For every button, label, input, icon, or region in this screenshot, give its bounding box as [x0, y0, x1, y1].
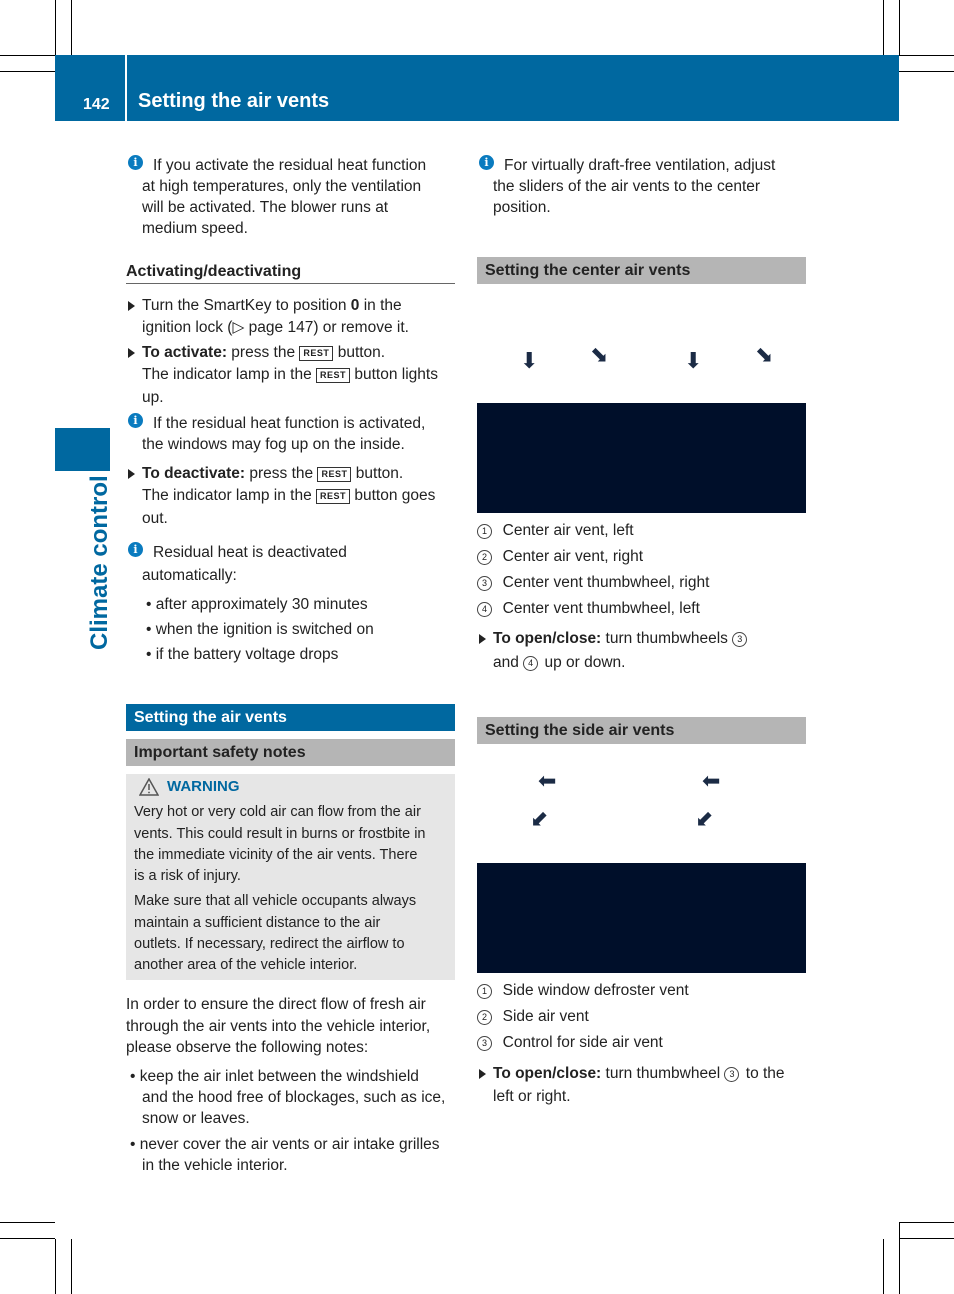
- step-text: out.: [142, 510, 168, 527]
- arrow-left-icon: ⬅: [702, 768, 721, 793]
- info-text: medium speed.: [142, 220, 248, 237]
- rest-button-icon: REST: [317, 467, 351, 482]
- arrow-down-left-icon: ⬋: [695, 806, 714, 831]
- step-text: The indicator lamp in the REST button goes: [142, 487, 436, 504]
- warning-text: outlets. If necessary, redirect the airflow to: [134, 936, 405, 952]
- crop-mark: [899, 55, 954, 56]
- arrow-left-icon: ⬅: [538, 768, 557, 793]
- step-arrow-icon: [479, 1069, 486, 1079]
- header-divider: [125, 55, 127, 121]
- warning-triangle-icon: [139, 778, 159, 796]
- list-item: • keep the air inlet between the windshield: [130, 1068, 419, 1085]
- warning-title: WARNING: [167, 778, 240, 795]
- list-item: in the vehicle interior.: [142, 1157, 288, 1174]
- step-arrow-icon: [128, 469, 135, 479]
- info-text: the windows may fog up on the inside.: [142, 436, 405, 453]
- section-subheading: Setting the side air vents: [477, 717, 806, 744]
- crop-mark: [883, 0, 884, 55]
- section-heading: Setting the air vents: [126, 704, 455, 731]
- step-arrow-icon: [128, 301, 135, 311]
- warning-text: another area of the vehicle interior.: [134, 957, 358, 973]
- warning-text: the immediate vicinity of the air vents. There: [134, 847, 418, 863]
- rest-button-icon: REST: [299, 346, 333, 361]
- step-text: left or right.: [493, 1088, 571, 1105]
- step-text: up.: [142, 389, 164, 406]
- arrow-down-right-icon: ⬊: [755, 342, 774, 367]
- legend-item: 4 Center vent thumbwheel, left: [477, 598, 700, 620]
- section-subheading: Setting the center air vents: [477, 257, 806, 284]
- crop-mark: [0, 1238, 55, 1239]
- side-vents-image: [477, 863, 806, 973]
- step-text: To activate: press the REST button.: [142, 344, 386, 361]
- paragraph: In order to ensure the direct flow of fresh air: [126, 996, 426, 1013]
- step-text: The indicator lamp in the REST button lights: [142, 366, 438, 383]
- info-text: If you activate the residual heat function: [153, 157, 427, 174]
- legend-item: 3 Control for side air vent: [477, 1032, 663, 1054]
- warning-text: Make sure that all vehicle occupants always: [134, 893, 417, 909]
- arrow-down-right-icon: ⬊: [590, 342, 609, 367]
- legend-item: 1 Center air vent, left: [477, 520, 634, 542]
- crop-mark: [899, 0, 900, 55]
- info-text: If the residual heat function is activated,: [153, 415, 426, 432]
- chapter-tab: [55, 428, 110, 471]
- page-number: 142: [83, 96, 110, 113]
- crop-mark: [899, 1222, 954, 1223]
- crop-mark: [899, 1238, 954, 1239]
- step-arrow-icon: [128, 348, 135, 358]
- legend-item: 1 Side window defroster vent: [477, 980, 689, 1002]
- legend-item: 2 Side air vent: [477, 1006, 589, 1028]
- section-subheading: Important safety notes: [126, 739, 455, 766]
- step-text: To open/close: turn thumbwheels 3: [493, 628, 749, 650]
- crop-mark: [0, 55, 55, 56]
- arrow-down-icon: ⬇: [520, 348, 539, 373]
- warning-text: vents. This could result in burns or frostbite in: [134, 826, 426, 842]
- center-vents-image: [477, 403, 806, 513]
- crop-mark: [899, 1222, 900, 1294]
- list-item: • if the battery voltage drops: [146, 646, 339, 663]
- info-icon: i: [479, 155, 494, 170]
- step-text: Turn the SmartKey to position 0 in the: [142, 297, 402, 314]
- list-item: • when the ignition is switched on: [146, 621, 374, 638]
- paragraph: through the air vents into the vehicle interior,: [126, 1018, 431, 1035]
- warning-text: Very hot or very cold air can flow from the air: [134, 804, 421, 820]
- crop-mark: [71, 1239, 72, 1294]
- crop-mark: [71, 0, 72, 55]
- legend-item: 3 Center vent thumbwheel, right: [477, 572, 709, 594]
- info-text: position.: [493, 199, 551, 216]
- page-title: Setting the air vents: [138, 90, 330, 112]
- info-text: For virtually draft-free ventilation, adjust: [504, 157, 776, 174]
- arrow-down-left-icon: ⬋: [530, 806, 549, 831]
- info-text: will be activated. The blower runs at: [142, 199, 389, 216]
- info-text: automatically:: [142, 567, 237, 584]
- info-icon: i: [128, 542, 143, 557]
- info-text: Residual heat is deactivated: [153, 544, 347, 561]
- crop-mark: [883, 1239, 884, 1294]
- crop-mark: [0, 71, 55, 72]
- info-icon: i: [128, 413, 143, 428]
- warning-text: maintain a sufficient distance to the air: [134, 915, 381, 931]
- list-item: and the hood free of blockages, such as ice,: [142, 1089, 446, 1106]
- crop-mark: [0, 1222, 55, 1223]
- info-text: the sliders of the air vents to the center: [493, 178, 761, 195]
- step-arrow-icon: [479, 634, 486, 644]
- rest-button-icon: REST: [316, 368, 350, 383]
- crop-mark: [899, 71, 954, 72]
- chapter-label: Climate control: [86, 475, 113, 650]
- list-item: • never cover the air vents or air intake grilles: [130, 1136, 440, 1153]
- step-text: To deactivate: press the REST button.: [142, 465, 404, 482]
- rest-button-icon: REST: [316, 489, 350, 504]
- list-item: snow or leaves.: [142, 1110, 250, 1127]
- legend-item: 2 Center air vent, right: [477, 546, 643, 568]
- info-icon: i: [128, 155, 143, 170]
- step-text: and 4 up or down.: [493, 654, 626, 671]
- warning-text: is a risk of injury.: [134, 868, 241, 884]
- arrow-down-icon: ⬇: [684, 348, 703, 373]
- paragraph: please observe the following notes:: [126, 1039, 369, 1056]
- crop-mark: [55, 1239, 56, 1294]
- step-text: To open/close: turn thumbwheel 3 to the: [493, 1065, 785, 1082]
- subheading: Activating/deactivating: [126, 263, 455, 284]
- crop-mark: [55, 0, 56, 55]
- info-text: at high temperatures, only the ventilation: [142, 178, 422, 195]
- list-item: • after approximately 30 minutes: [146, 596, 368, 613]
- step-text: ignition lock (▷ page 147) or remove it.: [142, 319, 409, 336]
